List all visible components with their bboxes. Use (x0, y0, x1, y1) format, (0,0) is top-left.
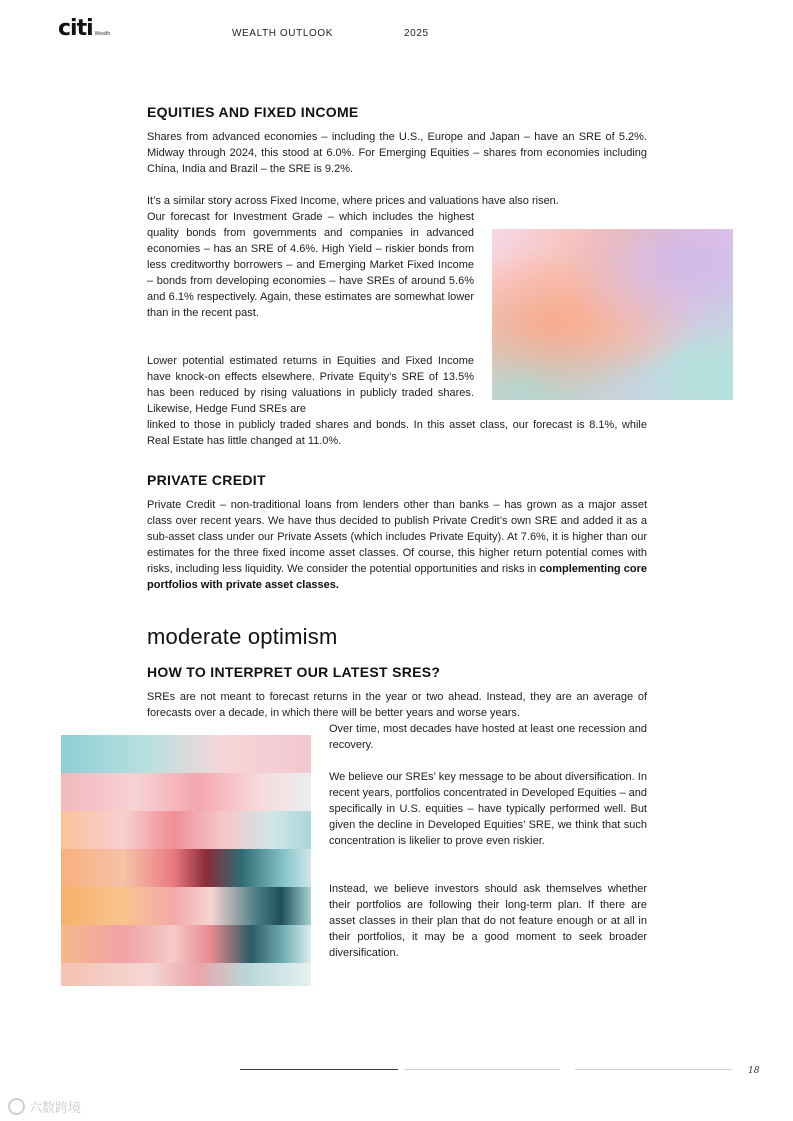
paragraph-equities: Shares from advanced economies – including the U.S., Europe and Japan – have an SRE of 5.2%. Midway through 2024, this stood at 6.0%. For Emerging Equities – shares from economies including China, India and Brazil – the SRE is 9.2%. (147, 131, 647, 175)
big-title: moderate optimism (147, 624, 338, 649)
page-progress-active (240, 1069, 398, 1070)
header-title: WEALTH OUTLOOK (232, 28, 334, 39)
striped-panels-image (61, 735, 311, 986)
header-year: 2025 (404, 28, 429, 39)
watermark-logo-icon (8, 1098, 25, 1115)
paragraph-diversification: We believe our SREs’ key message to be about diversification. In recent years, portfolios concentrated in Developed Equities – and specifically in U.S. equities – have typically performed well. But given the decline in Developed Equities’ SRE, we think that such concentration is likelier to prove even riskier. (329, 771, 647, 847)
watermark (8, 1097, 81, 1116)
section-heading-private-credit: PRIVATE CREDIT (147, 472, 266, 488)
section-heading-equities: EQUITIES AND FIXED INCOME (147, 104, 359, 120)
paragraph-fixed-income-intro: It’s a similar story across Fixed Income, where prices and valuations have also risen. (147, 195, 559, 207)
paragraph-private-credit (147, 497, 647, 593)
pastel-abstract-image (492, 229, 733, 400)
page-progress-line-2 (405, 1069, 560, 1070)
private-credit-emphasis: complementing core portfolios with private asset classes. (147, 563, 648, 591)
watermark-text: 六数跨境 (29, 1100, 82, 1115)
citi-wealth-logo (58, 18, 110, 40)
page-progress-line-3 (575, 1069, 732, 1070)
private-credit-text: Private Credit – non-traditional loans from lenders other than banks – has grown as a major asset class over recent years. We have thus decided to publish Private Credit’s own SRE and added it as a sub-asset class under our Private Assets (which includes Private Equity). At 7.6%, it is higher than our estimates for the three fixed income asset classes. Of course, this higher return potential comes with risks, including less liquidity. We consider the potential opportunities and risks in (147, 499, 647, 575)
paragraph-investors: Instead, we believe investors should ask themselves whether their portfolios are following their long-term plan. If there are asset classes in their plan that do not feature enough or at all in their portfolios, it may be a good moment to seek broader diversification. (329, 883, 647, 959)
page-number: 18 (748, 1066, 760, 1076)
paragraph-sres-intro: SREs are not meant to forecast returns in the year or two ahead. Instead, they are an average of forecasts over a decade, in which there will be better years and worse years. (147, 691, 647, 719)
paragraph-recession: Over time, most decades have hosted at least one recession and recovery. (329, 723, 647, 751)
logo-subtext: Wealth (94, 31, 111, 37)
paragraph-fixed-income: Our forecast for Investment Grade – which includes the highest quality bonds from governments and companies in advanced economies – has an SRE of 4.6%. High Yield – riskier bonds from less creditworthy borrowers – and Emerging Market Fixed Income – bonds from developing economies – have SREs of around 5.6% and 6.1% respectively. Again, these estimates are somewhat lower than in the recent past. (147, 211, 474, 319)
section-heading-interpret-sres: HOW TO INTERPRET OUR LATEST SRES? (147, 664, 441, 680)
logo-text: citi (58, 16, 93, 41)
paragraph-knock-on-effects: Lower potential estimated returns in Equities and Fixed Income have knock-on effects elsewhere. Private Equity’s SRE of 13.5% has been reduced by rising valuations in publicly traded shares. Likewise, Hedge Fund SREs are (147, 355, 474, 415)
paragraph-real-estate: linked to those in publicly traded shares and bonds. In this asset class, our forecast is 8.1%, while Real Estate has little changed at 11.0%. (147, 419, 647, 447)
